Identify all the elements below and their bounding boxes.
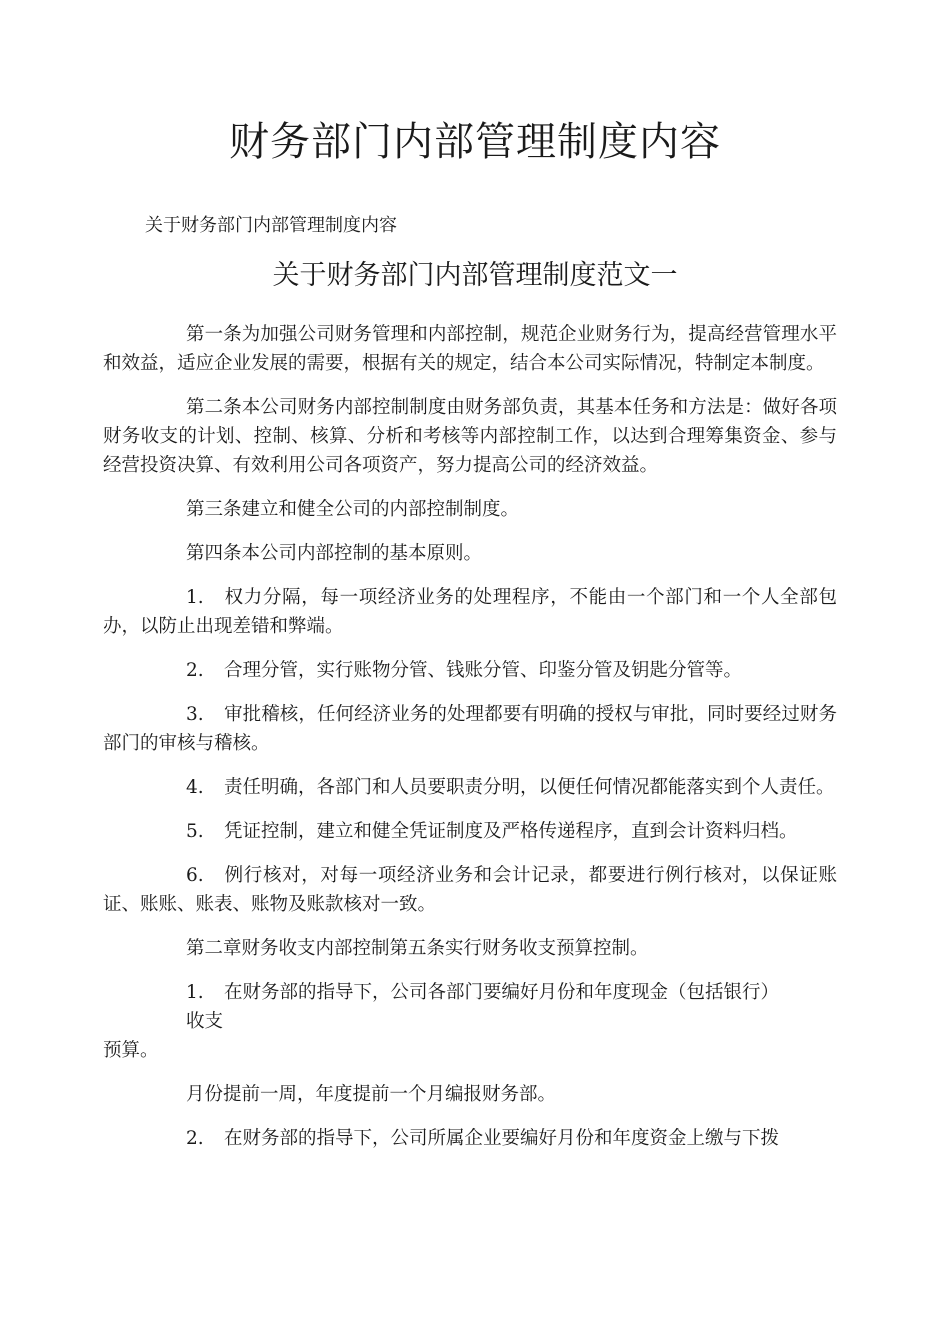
principle-text: 审批稽核，任何经济业务的处理都要有明确的授权与审批，同时要经过财务部门的审核与稽核。 <box>103 704 837 754</box>
section-title <box>0 255 950 297</box>
section-title-text: 关于财务部门内部管理制度范文一 <box>272 260 678 291</box>
principle-text: 凭证控制，建立和健全凭证制度及严格传递程序，直到会计资料归档。 <box>224 821 798 842</box>
principle-number: 2. <box>186 660 204 681</box>
budget-item-2 <box>103 1124 837 1153</box>
principle-text: 责任明确，各部门和人员要职责分明，以便任何情况都能落实到个人责任。 <box>224 777 835 798</box>
budget-item-text-line1: 在财务部的指导下，公司各部门要编好月份和年度现金（包括银行） <box>224 982 780 1003</box>
principle-item <box>103 817 837 846</box>
article-1: 第一条为加强公司财务管理和内部控制，规范企业财务行为，提高经营管理水平和效益，适应企业发展的需要，根据有关的规定，结合本公司实际情况，特制定本制度。 <box>103 324 837 374</box>
article-4: 第四条本公司内部控制的基本原则。 <box>186 543 483 564</box>
principle-text: 权力分隔，每一项经济业务的处理程序，不能由一个部门和一个人全部包办，以防止出现差错和弊端。 <box>103 587 837 637</box>
principle-number: 3. <box>186 704 204 725</box>
budget-item-number: 2. <box>186 1128 204 1149</box>
budget-item-1 <box>103 978 837 1065</box>
budget-item-text-line3: 预算。 <box>103 1040 159 1061</box>
principle-number: 1. <box>186 587 204 608</box>
budget-item-text-line2: 收支 <box>186 1011 224 1032</box>
budget-item-text: 在财务部的指导下，公司所属企业要编好月份和年度资金上缴与下拨 <box>224 1128 780 1149</box>
principle-text: 例行核对，对每一项经济业务和会计记录，都要进行例行核对，以保证账证、账账、账表、账物及账款核对一致。 <box>103 865 837 915</box>
document-title: 财务部门内部管理制度内容 <box>229 119 721 165</box>
principle-item <box>103 861 837 919</box>
document-subtitle: 关于财务部门内部管理制度内容 <box>145 215 397 236</box>
principle-item <box>103 583 837 641</box>
chapter-2-heading: 第二章财务收支内部控制第五条实行财务收支预算控制。 <box>186 938 649 959</box>
article-3: 第三条建立和健全公司的内部控制制度。 <box>186 499 520 520</box>
principle-number: 6. <box>186 865 204 886</box>
article-2: 第二条本公司财务内部控制制度由财务部负责，其基本任务和方法是：做好各项财务收支的计划、控制、核算、分析和考核等内部控制工作，以达到合理筹集资金、参与经营投资决算、有效利用公司各项资产，努力提高公司的经济效益。 <box>103 397 837 476</box>
principle-number: 4. <box>186 777 204 798</box>
document-body <box>103 320 837 1168</box>
budget-note: 月份提前一周，年度提前一个月编报财务部。 <box>186 1084 557 1105</box>
budget-item-number: 1. <box>186 982 204 1003</box>
principle-number: 5. <box>186 821 204 842</box>
principle-item <box>103 656 837 685</box>
principle-item <box>103 700 837 758</box>
principle-item <box>103 773 837 802</box>
principle-text: 合理分管，实行账物分管、钱账分管、印鉴分管及钥匙分管等。 <box>224 660 743 681</box>
